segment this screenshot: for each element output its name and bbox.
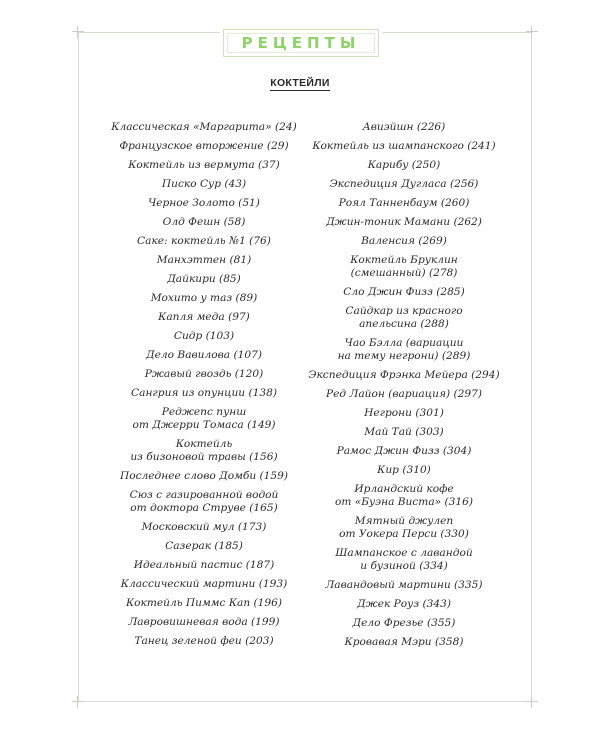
- recipe-list-item: Кир (310): [377, 464, 431, 476]
- recipe-list-item: Ред Лайон (вариация) (297): [326, 388, 482, 400]
- recipe-list-item: Сайдкар из красного апельсина (288): [345, 305, 463, 330]
- recipe-list-item: Лавандовый мартини (335): [325, 579, 483, 591]
- recipe-list-item: Кровавая Мэри (358): [344, 636, 464, 648]
- corner-ornament: [526, 696, 538, 708]
- recipe-list-item: Последнее слово Домби (159): [119, 470, 289, 482]
- recipe-list-item: Коктейль из вермута (37): [128, 159, 280, 171]
- section-heading-wrap: [0, 77, 600, 89]
- recipe-list-item: Писко Сур (43): [161, 178, 247, 190]
- recipe-list-item: Шампанское с лавандой и бузиной (334): [335, 547, 473, 572]
- recipe-list-item: Коктейль из бизоновой травы (156): [130, 438, 278, 463]
- page-title: РЕЦЕПТЫ: [241, 34, 361, 52]
- recipe-list-item: Сангрия из опунции (138): [131, 387, 277, 399]
- recipe-list-item: Танец зеленой феи (203): [134, 635, 274, 647]
- recipe-list-item: Ирландский кофе от «Буэна Виста» (316): [334, 483, 474, 508]
- recipe-list-item: Идеальный пастис (187): [133, 559, 275, 571]
- recipe-list-item: Капля меда (97): [158, 311, 250, 323]
- recipe-list-item: Рамос Джин Физз (304): [336, 445, 472, 457]
- recipe-list-item: Валенсия (269): [361, 235, 447, 247]
- recipe-list-item: Роял Танненбаум (260): [338, 197, 470, 209]
- corner-ornament: [526, 26, 538, 38]
- recipe-list-item: Сло Джин Физз (285): [343, 286, 465, 298]
- recipe-list-item: Дело Фрезье (355): [352, 617, 456, 629]
- recipe-list-item: Карибу (250): [367, 159, 441, 171]
- recipe-list-right: [304, 121, 504, 655]
- recipe-list-item: Сазерак (185): [165, 540, 243, 552]
- recipe-list-item: Джек Роуз (343): [357, 598, 451, 610]
- recipe-list-item: Лавровишневая вода (199): [128, 616, 280, 628]
- recipe-list-item: Коктейль из шампанского (241): [312, 140, 496, 152]
- recipe-list-item: Негрони (301): [364, 407, 444, 419]
- recipe-list-item: Сидр (103): [173, 330, 235, 342]
- recipe-list-item: Московский мул (173): [141, 521, 267, 533]
- recipe-list-item: Авиэйшн (226): [362, 121, 446, 133]
- recipe-list-item: Дайкири (85): [167, 273, 241, 285]
- recipe-list-item: Мохито у таз (89): [150, 292, 258, 304]
- recipe-list-item: Коктейль Пиммс Кап (196): [125, 597, 283, 609]
- recipe-list-item: Мятный джулеп от Уокера Перси (330): [339, 515, 469, 540]
- recipe-list-item: Джин-тоник Мамани (262): [326, 216, 482, 228]
- corner-ornament: [72, 26, 84, 38]
- recipe-list-item: Черное Золото (51): [148, 197, 260, 209]
- recipe-list-item: Классическая «Маргарита» (24): [111, 121, 297, 133]
- title-banner: [220, 26, 382, 60]
- recipe-list-item: Французское вторжение (29): [119, 140, 289, 152]
- recipe-list-item: Олд Фешн (58): [162, 216, 246, 228]
- recipe-list-item: Дело Вавилова (107): [146, 349, 262, 361]
- recipe-list-item: Саке: коктейль №1 (76): [137, 235, 271, 247]
- recipe-list-item: Май Тай (303): [364, 426, 444, 438]
- recipe-list-left: [104, 121, 304, 654]
- recipe-list-item: Классический мартини (193): [120, 578, 288, 590]
- recipe-list-item: Коктейль Бруклин (смешанный) (278): [350, 254, 458, 279]
- corner-ornament: [72, 696, 84, 708]
- recipe-list-item: Манхэттен (81): [156, 254, 252, 266]
- recipe-list-item: Ржавый гвоздь (120): [144, 368, 264, 380]
- title-box: [223, 29, 379, 57]
- recipe-list-item: Сюз с газированной водой от доктора Струве (165): [129, 489, 279, 514]
- recipe-list-item: Экспедиция Фрэнка Мейера (294): [308, 369, 500, 381]
- section-heading: КОКТЕЙЛИ: [270, 77, 330, 89]
- recipe-list-item: Чао Бэлла (вариации на тему негрони) (289): [337, 337, 471, 362]
- recipe-list-item: Экспедиция Дугласа (256): [329, 178, 479, 190]
- recipe-list-item: Реджепс пунш от Джерри Томаса (149): [132, 406, 276, 431]
